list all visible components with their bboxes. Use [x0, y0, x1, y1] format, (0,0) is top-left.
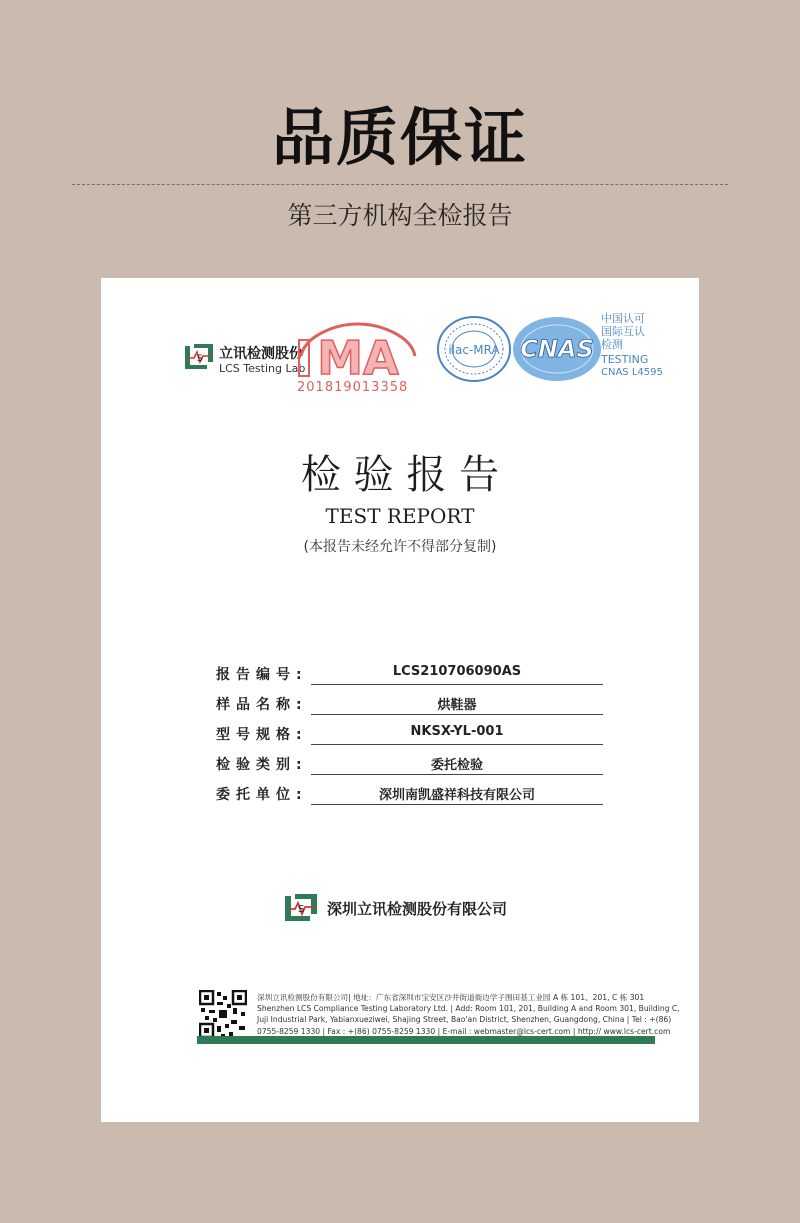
field-label: 委托单位: — [216, 787, 308, 803]
field-client — [216, 780, 604, 810]
company-name: 深圳立讯检测股份有限公司 — [327, 900, 508, 918]
field-value: 深圳南凯盛祥科技有限公司 — [378, 788, 535, 803]
field-value: 烘鞋器 — [437, 698, 477, 713]
footer-line: Shenzhen LCS Compliance Testing Laboratory Ltd. | Add: Room 101, 201, Building A and Room 301, Building C, — [257, 1004, 680, 1014]
divider — [72, 184, 728, 185]
test-report-document — [101, 278, 699, 1122]
page-title: 品质保证 — [271, 101, 528, 174]
field-value: 委托检验 — [430, 758, 483, 773]
field-underline — [311, 774, 603, 775]
footer-line: 0755-8259 1330 | Fax : +(86) 0755-8259 1330 | E-mail : webmaster@lcs-cert.com | http:// www.lcs-cert.com — [257, 1026, 671, 1036]
field-label: 检验类别: — [216, 757, 308, 773]
field-report-number — [216, 660, 604, 690]
qr-code-icon — [199, 990, 247, 1038]
lab-logo-en: LCS Testing Lab — [219, 362, 306, 375]
field-sample-name — [216, 690, 604, 720]
field-underline — [311, 714, 603, 715]
svg-text:S: S — [197, 354, 203, 364]
cnas-side-text: 中国认可 — [601, 312, 645, 325]
ilac-mra-seal — [435, 314, 513, 384]
footer-contact — [257, 992, 680, 1037]
ilac-seal-text: ilac-MRA — [448, 343, 500, 357]
report-note: (本报告未经允许不得部分复制) — [303, 539, 497, 555]
cnas-side-text: TESTING — [601, 353, 649, 366]
field-underline — [311, 684, 603, 685]
cnas-side-text: 检测 — [601, 338, 623, 351]
field-label: 型号规格: — [216, 727, 308, 743]
cma-number: 201819013358 — [297, 380, 409, 395]
page-subtitle: 第三方机构全检报告 — [287, 201, 513, 230]
field-underline — [311, 744, 603, 745]
lab-logo-cn: 立讯检测股份 — [219, 346, 303, 362]
cnas-side-text: CNAS L4595 — [601, 367, 663, 378]
field-model — [216, 720, 604, 750]
cnas-side-text: 国际互认 — [601, 325, 645, 338]
svg-text:S: S — [298, 904, 305, 915]
report-title-en: TEST REPORT — [325, 504, 475, 528]
field-test-type — [216, 750, 604, 780]
report-title: 检 验 报 告 — [300, 452, 500, 498]
field-value: NKSX-YL-001 — [410, 724, 504, 739]
footer-line: 深圳立讯检测股份有限公司| 地址：广东省深圳市宝安区沙井街道衙边学子围田基工业园 A 栋 101、201, C 栋 301 — [257, 993, 645, 1002]
field-label: 样品名称: — [216, 697, 308, 713]
field-value: LCS210706090AS — [392, 664, 522, 679]
cma-seal-text: MA — [317, 331, 399, 385]
company-logo-icon — [285, 894, 317, 922]
cnas-seal — [511, 314, 603, 384]
lcs-logo-icon — [185, 344, 213, 370]
footer-line: Juji Industrial Park, Yabianxueziwei, Shajing Street, Bao'an District, Shenzhen, Guangdong, China | Tel : +(86) — [257, 1015, 672, 1025]
cnas-seal-text: CNAS — [520, 335, 594, 363]
footer-bar — [197, 1036, 655, 1044]
field-underline — [311, 804, 603, 805]
field-label: 报告编号: — [216, 667, 308, 683]
